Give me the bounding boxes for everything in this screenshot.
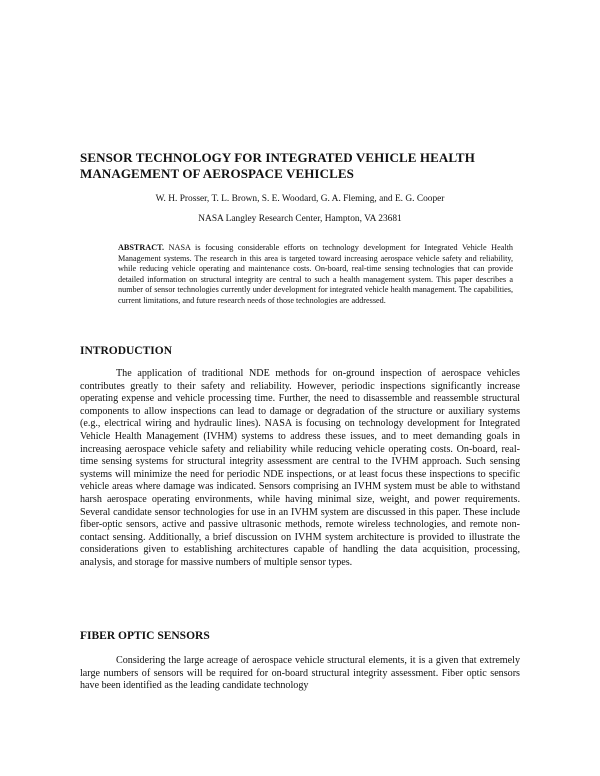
section-heading-fiber-optic-sensors: FIBER OPTIC SENSORS (80, 630, 210, 642)
title-line-1: SENSOR TECHNOLOGY FOR INTEGRATED VEHICLE HEALTH (80, 150, 475, 165)
affiliation: NASA Langley Research Center, Hampton, VA 23681 (198, 214, 402, 224)
author-list: W. H. Prosser, T. L. Brown, S. E. Woodard, G. A. Fleming, and E. G. Cooper (155, 194, 445, 204)
section-heading-introduction: INTRODUCTION (80, 345, 173, 357)
abstract-label: ABSTRACT. (118, 243, 165, 252)
abstract-text: NASA is focusing considerable efforts on technology development for Integrated Vehicle Health Management systems. The research in this area is targeted toward increasing aerospace vehicle safety and reliability, while reducing vehicle operating and maintenance costs. On-board, real-time sensing technologies that can provide detailed information on structural integrity are central to such a health management system. This paper describes a number of sensor technologies currently under development for integrated vehicle health management. The capabilities, current limitations, and future research needs of those technologies are addressed. (118, 243, 513, 305)
introduction-paragraph: The application of traditional NDE methods for on-ground inspection of aerospace vehicles contributes greatly to their safety and reliability. However, periodic inspections significantly increase operating expense and vehicle processing time. Further, the need to disassemble and reassemble structural components to allow inspections can lead to damage or degradation of the structure or auxiliary systems (e.g., electrical wiring and hydraulic lines). NASA is focusing on technology development for Integrated Vehicle Health Management (IVHM) systems to address these issues, and to meet demanding goals in increasing aerospace vehicle safety and reliability while reducing vehicle operating costs. On-board, real-time sensing systems for structural integrity assessment are central to the IVHM approach. Such sensing systems will minimize the need for periodic NDE inspections, or at least focus these inspections to specific vehicle areas where damage was indicated. Sensors comprising an IVHM system must be able to withstand harsh aerospace operating environments, while having minimal size, weight, and power requirements. Several candidate sensor technologies for use in an IVHM system are discussed in this paper. These include fiber-optic sensors, active and passive ultrasonic methods, remote wireless technologies, and remote non-contact sensing. Additionally, a brief discussion on IVHM system architecture is provided to illustrate the considerations given to establishing architectures capable of handling the data acquisition, processing, analysis, and storage for massive numbers of multiple sensor types. (80, 368, 520, 568)
abstract (118, 243, 513, 306)
paper-title (80, 150, 520, 182)
fiber-optic-paragraph: Considering the large acreage of aerospace vehicle structural elements, it is a given that extremely large numbers of sensors will be required for on-board structural integrity assessment. Fiber optic sensors have been identified as the leading candidate technology (80, 655, 520, 692)
title-line-2: MANAGEMENT OF AEROSPACE VEHICLES (80, 166, 354, 181)
